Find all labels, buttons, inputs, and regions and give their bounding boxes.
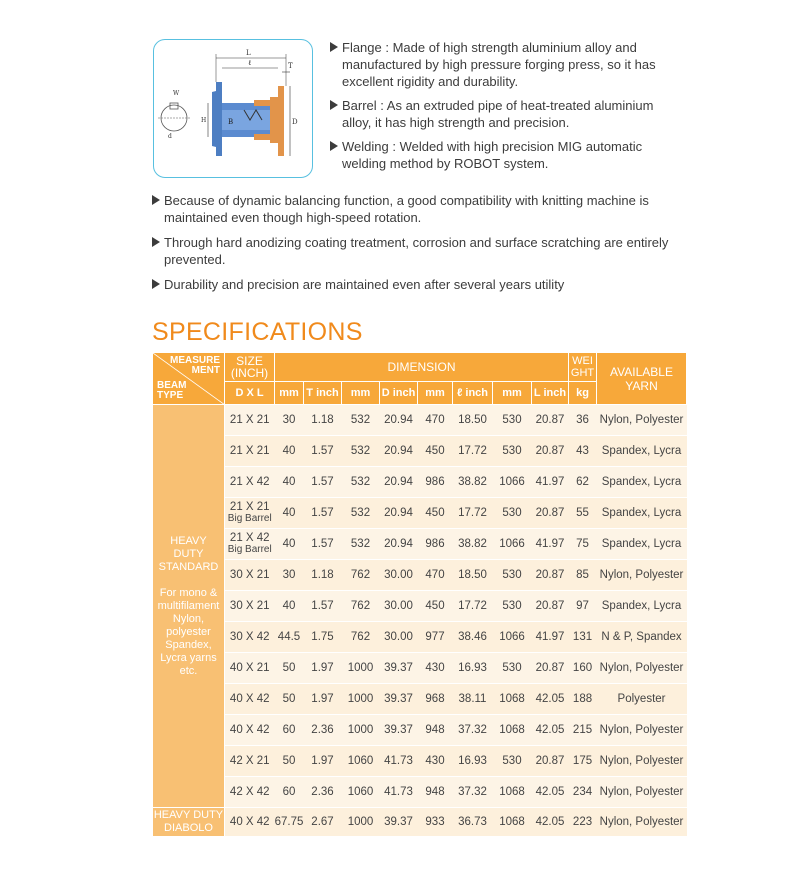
cell-size — [225, 746, 275, 777]
beam-type-line: DIABOLO — [164, 822, 213, 834]
cell-l-in: 20.87 — [532, 653, 569, 684]
cell-kg: 43 — [569, 436, 597, 467]
cell-l-in: 17.72 — [453, 436, 493, 467]
cell-size — [225, 498, 275, 529]
cell-l-in: 42.05 — [532, 808, 569, 837]
cell-d-in: 39.37 — [380, 715, 418, 746]
cell-l-in: 16.93 — [453, 746, 493, 777]
cell-l-in: 36.73 — [453, 808, 493, 837]
cell-l-in: 20.87 — [532, 560, 569, 591]
cell-d-in: 20.94 — [380, 529, 418, 560]
cell-l-mm: 450 — [418, 591, 453, 622]
cell-size — [225, 529, 275, 560]
size-value: 40 X 42 — [229, 723, 270, 736]
cell-l-in: 41.97 — [532, 529, 569, 560]
cell-t-mm: 67.75 — [275, 808, 304, 837]
table-row — [153, 653, 687, 684]
cell-l-mm: 933 — [418, 808, 453, 837]
size-note: Big Barrel — [227, 544, 272, 555]
cell-l-mm: 450 — [418, 498, 453, 529]
cell-t-mm: 30 — [275, 560, 304, 591]
cell-size — [225, 715, 275, 746]
cell-t-in: 2.36 — [304, 715, 342, 746]
table-row — [153, 622, 687, 653]
size-value: 30 X 42 — [229, 630, 270, 643]
cell-l-mm: 530 — [493, 436, 532, 467]
cell-l-in: 17.72 — [453, 498, 493, 529]
cell-l-in: 38.46 — [453, 622, 493, 653]
cell-size — [225, 808, 275, 837]
cell-d-mm: 532 — [342, 498, 380, 529]
label-T: T — [288, 62, 293, 70]
cell-kg: 75 — [569, 529, 597, 560]
table-row — [153, 808, 687, 837]
size-value: 21 X 21 — [229, 413, 270, 426]
cell-yarn: Nylon, Polyester — [597, 405, 687, 436]
subheader-t-inch: T inch — [304, 382, 342, 405]
header-beam: BEAM — [157, 380, 187, 391]
cell-size — [225, 777, 275, 808]
cell-l-mm: 986 — [418, 529, 453, 560]
label-B: B — [228, 118, 234, 126]
feature-balancing: Because of dynamic balancing function, a good compatibility with knitting machine is maintained even though high-speed rotation. — [152, 192, 692, 226]
cell-size — [225, 591, 275, 622]
subheader-t-mm: mm — [275, 382, 304, 405]
beam-type-line: HEAVY — [170, 534, 207, 547]
triangle-bullet-icon — [152, 195, 160, 205]
beam-type-line: polyester — [166, 625, 211, 638]
cell-d-mm: 1000 — [342, 715, 380, 746]
cell-d-in: 30.00 — [380, 591, 418, 622]
cell-t-in: 1.57 — [304, 498, 342, 529]
beam-type-line: Lycra yarns — [160, 651, 217, 664]
header-measure: MEASURE — [169, 355, 220, 366]
cell-d-in: 20.94 — [380, 498, 418, 529]
label-D: D — [292, 118, 298, 126]
cell-d-in: 39.37 — [380, 808, 418, 837]
size-value: 21 X 21 — [229, 501, 270, 513]
table-row — [153, 560, 687, 591]
cell-yarn: Nylon, Polyester — [597, 746, 687, 777]
cell-t-mm: 50 — [275, 653, 304, 684]
triangle-bullet-icon — [330, 141, 338, 151]
beam-cross-section-drawing — [154, 40, 314, 179]
cell-t-in: 1.18 — [304, 405, 342, 436]
triangle-bullet-icon — [152, 279, 160, 289]
cell-t-in: 1.97 — [304, 653, 342, 684]
cell-d-mm: 532 — [342, 436, 380, 467]
cell-yarn: N & P, Spandex — [597, 622, 687, 653]
cell-yarn: Spandex, Lycra — [597, 498, 687, 529]
cell-kg: 175 — [569, 746, 597, 777]
cell-kg: 97 — [569, 591, 597, 622]
size-value: 21 X 42 — [229, 475, 270, 488]
cell-t-mm: 60 — [275, 777, 304, 808]
cell-yarn: Nylon, Polyester — [597, 560, 687, 591]
cell-l-in: 17.72 — [453, 591, 493, 622]
beam-type-line: STANDARD — [158, 560, 219, 573]
header-type: TYPE — [157, 390, 184, 401]
cell-l-in: 38.11 — [453, 684, 493, 715]
table-row — [153, 684, 687, 715]
cell-t-in: 1.97 — [304, 684, 342, 715]
size-value: 30 X 21 — [229, 568, 270, 581]
cell-t-mm: 30 — [275, 405, 304, 436]
cell-l-in: 37.32 — [453, 715, 493, 746]
cell-t-in: 1.57 — [304, 529, 342, 560]
cell-l-in: 38.82 — [453, 529, 493, 560]
cell-l-in: 16.93 — [453, 653, 493, 684]
header-dimension: DIMENSION — [275, 353, 569, 382]
size-value: 21 X 21 — [229, 444, 270, 457]
cell-l-mm: 1068 — [493, 777, 532, 808]
label-d: d — [168, 133, 172, 140]
cell-size — [225, 653, 275, 684]
label-w: W — [173, 90, 180, 97]
cell-l-in: 42.05 — [532, 715, 569, 746]
cell-d-in: 20.94 — [380, 467, 418, 498]
header-weight: WEI GHT — [569, 353, 597, 382]
header-corner — [153, 353, 225, 405]
cell-l-mm: 450 — [418, 436, 453, 467]
cell-size — [225, 560, 275, 591]
size-value: 40 X 21 — [229, 661, 270, 674]
cell-l-in: 37.32 — [453, 777, 493, 808]
cell-l-mm: 1066 — [493, 529, 532, 560]
cell-d-mm: 532 — [342, 405, 380, 436]
cell-kg: 160 — [569, 653, 597, 684]
cell-size — [225, 622, 275, 653]
cell-kg: 131 — [569, 622, 597, 653]
cell-yarn: Spandex, Lycra — [597, 529, 687, 560]
beam-type-heavy-duty-standard — [153, 405, 225, 808]
size-note: Big Barrel — [227, 513, 272, 524]
cell-t-in: 1.18 — [304, 560, 342, 591]
cell-d-mm: 762 — [342, 622, 380, 653]
size-value: 40 X 42 — [229, 815, 270, 828]
cell-kg: 85 — [569, 560, 597, 591]
cell-l-mm: 530 — [493, 746, 532, 777]
feature-barrel: Barrel : As an extruded pipe of heat-treated aluminium alloy, it has high strength and precision. — [330, 97, 675, 131]
cell-kg: 215 — [569, 715, 597, 746]
cell-l-in: 20.87 — [532, 405, 569, 436]
cell-t-mm: 40 — [275, 498, 304, 529]
subheader-dxl: D X L — [225, 382, 275, 405]
cell-l-mm: 1068 — [493, 684, 532, 715]
subheader-d-mm: mm — [342, 382, 380, 405]
cell-l-mm: 530 — [493, 405, 532, 436]
specifications-title: SPECIFICATIONS — [152, 318, 363, 346]
triangle-bullet-icon — [330, 100, 338, 110]
beam-type-line: HEAVY DUTY — [153, 809, 224, 821]
cell-d-mm: 762 — [342, 591, 380, 622]
beam-type-heavy-duty-diabolo — [153, 808, 225, 837]
header-available-yarn: AVAILABLE YARN — [597, 353, 687, 405]
cell-l-mm: 986 — [418, 467, 453, 498]
cell-t-in: 1.57 — [304, 591, 342, 622]
cell-d-in: 39.37 — [380, 653, 418, 684]
cell-yarn: Spandex, Lycra — [597, 591, 687, 622]
label-H: H — [201, 117, 207, 124]
cell-t-mm: 40 — [275, 591, 304, 622]
cell-size — [225, 467, 275, 498]
cell-yarn: Nylon, Polyester — [597, 777, 687, 808]
table-row — [153, 436, 687, 467]
cell-l-mm: 977 — [418, 622, 453, 653]
cell-l-in: 20.87 — [532, 498, 569, 529]
cell-d-in: 20.94 — [380, 436, 418, 467]
cell-kg: 188 — [569, 684, 597, 715]
subheader-l-mm: mm — [418, 382, 453, 405]
cell-yarn: Spandex, Lycra — [597, 467, 687, 498]
cell-l-in: 20.87 — [532, 436, 569, 467]
cell-d-in: 41.73 — [380, 777, 418, 808]
size-value: 30 X 21 — [229, 599, 270, 612]
feature-durability: Durability and precision are maintained even after several years utility — [152, 276, 692, 293]
cell-l-in: 18.50 — [453, 405, 493, 436]
cell-kg: 36 — [569, 405, 597, 436]
beam-type-line: Spandex, — [165, 638, 212, 651]
table-row — [153, 591, 687, 622]
cell-d-mm: 1000 — [342, 653, 380, 684]
cell-l-mm: 1066 — [493, 622, 532, 653]
cell-t-in: 1.57 — [304, 467, 342, 498]
size-value: 42 X 21 — [229, 754, 270, 767]
cell-t-in: 1.57 — [304, 436, 342, 467]
cell-yarn: Polyester — [597, 684, 687, 715]
feature-welding: Welding : Welded with high precision MIG automatic welding method by ROBOT system. — [330, 138, 675, 172]
cell-l-mm: 968 — [418, 684, 453, 715]
table-row — [153, 715, 687, 746]
cell-d-in: 30.00 — [380, 622, 418, 653]
cell-t-mm: 40 — [275, 529, 304, 560]
cell-l-mm: 1066 — [493, 467, 532, 498]
cell-l-mm: 948 — [418, 777, 453, 808]
cell-d-in: 41.73 — [380, 746, 418, 777]
cell-d-in: 39.37 — [380, 684, 418, 715]
beam-type-line: multifilament — [157, 599, 220, 612]
cell-d-in: 20.94 — [380, 405, 418, 436]
table-row — [153, 777, 687, 808]
cell-l-in: 18.50 — [453, 560, 493, 591]
cell-l-in: 20.87 — [532, 591, 569, 622]
header-size: SIZE (INCH) — [225, 353, 275, 382]
cell-l-in: 42.05 — [532, 777, 569, 808]
cell-l-mm: 1068 — [493, 808, 532, 837]
beam-type-line: DUTY — [173, 547, 204, 560]
subheader-kg: kg — [569, 382, 597, 405]
cell-d-mm: 1000 — [342, 684, 380, 715]
size-value: 40 X 42 — [229, 692, 270, 705]
subheader-d-inch: D inch — [380, 382, 418, 405]
triangle-bullet-icon — [330, 42, 338, 52]
feature-anodizing: Through hard anodizing coating treatment, corrosion and surface scratching are entirely prevented. — [152, 234, 692, 268]
cell-t-in: 2.36 — [304, 777, 342, 808]
cell-t-in: 2.67 — [304, 808, 342, 837]
cell-kg: 62 — [569, 467, 597, 498]
cell-d-mm: 532 — [342, 467, 380, 498]
table-row — [153, 498, 687, 529]
table-row — [153, 529, 687, 560]
cell-l-mm: 530 — [493, 560, 532, 591]
cell-d-mm: 762 — [342, 560, 380, 591]
cell-d-in: 30.00 — [380, 560, 418, 591]
cell-d-mm: 532 — [342, 529, 380, 560]
cell-l-mm: 530 — [493, 653, 532, 684]
cell-l-mm: 530 — [493, 498, 532, 529]
beam-type-line: For mono & — [159, 586, 218, 599]
cell-t-mm: 40 — [275, 436, 304, 467]
cell-size — [225, 684, 275, 715]
cell-l-mm: 430 — [418, 746, 453, 777]
cell-kg: 234 — [569, 777, 597, 808]
cell-l-mm: 430 — [418, 653, 453, 684]
cell-l-in: 20.87 — [532, 746, 569, 777]
feature-flange: Flange : Made of high strength aluminium alloy and manufactured by high pressure forging press, so it has excellent rigidity and durability. — [330, 39, 675, 90]
cell-d-mm: 1000 — [342, 808, 380, 837]
cell-t-mm: 50 — [275, 746, 304, 777]
subheader-L-inch: L inch — [532, 382, 569, 405]
size-value: 42 X 42 — [229, 785, 270, 798]
beam-type-line: etc. — [179, 664, 198, 677]
cell-l-mm: 1068 — [493, 715, 532, 746]
subheader-l-inch: ℓ inch — [453, 382, 493, 405]
cell-t-mm: 60 — [275, 715, 304, 746]
header-ment: MENT — [191, 365, 220, 376]
label-l: ℓ — [248, 59, 252, 67]
triangle-bullet-icon — [152, 237, 160, 247]
cell-size — [225, 436, 275, 467]
beam-type-line: Nylon, — [172, 612, 205, 625]
specifications-table — [152, 352, 687, 837]
cell-size — [225, 405, 275, 436]
cell-t-in: 1.75 — [304, 622, 342, 653]
cell-t-mm: 44.5 — [275, 622, 304, 653]
beam-diagram — [153, 39, 313, 178]
cell-l-mm: 470 — [418, 560, 453, 591]
cell-yarn: Spandex, Lycra — [597, 436, 687, 467]
table-row — [153, 746, 687, 777]
table-row — [153, 467, 687, 498]
cell-t-mm: 50 — [275, 684, 304, 715]
cell-kg: 55 — [569, 498, 597, 529]
beam-type-line — [153, 574, 224, 587]
cell-l-mm: 948 — [418, 715, 453, 746]
cell-t-mm: 40 — [275, 467, 304, 498]
size-value: 21 X 42 — [229, 532, 270, 544]
label-L: L — [246, 49, 251, 57]
cell-l-in: 41.97 — [532, 622, 569, 653]
cell-d-mm: 1060 — [342, 777, 380, 808]
cell-kg: 223 — [569, 808, 597, 837]
cell-l-in: 42.05 — [532, 684, 569, 715]
cell-d-mm: 1060 — [342, 746, 380, 777]
cell-yarn: Nylon, Polyester — [597, 653, 687, 684]
cell-l-mm: 470 — [418, 405, 453, 436]
cell-l-mm: 530 — [493, 591, 532, 622]
subheader-L-mm: mm — [493, 382, 532, 405]
specifications-table-body — [153, 405, 687, 837]
table-row — [153, 405, 687, 436]
cell-yarn: Nylon, Polyester — [597, 715, 687, 746]
cell-t-in: 1.97 — [304, 746, 342, 777]
cell-l-in: 38.82 — [453, 467, 493, 498]
cell-l-in: 41.97 — [532, 467, 569, 498]
cell-yarn: Nylon, Polyester — [597, 808, 687, 837]
